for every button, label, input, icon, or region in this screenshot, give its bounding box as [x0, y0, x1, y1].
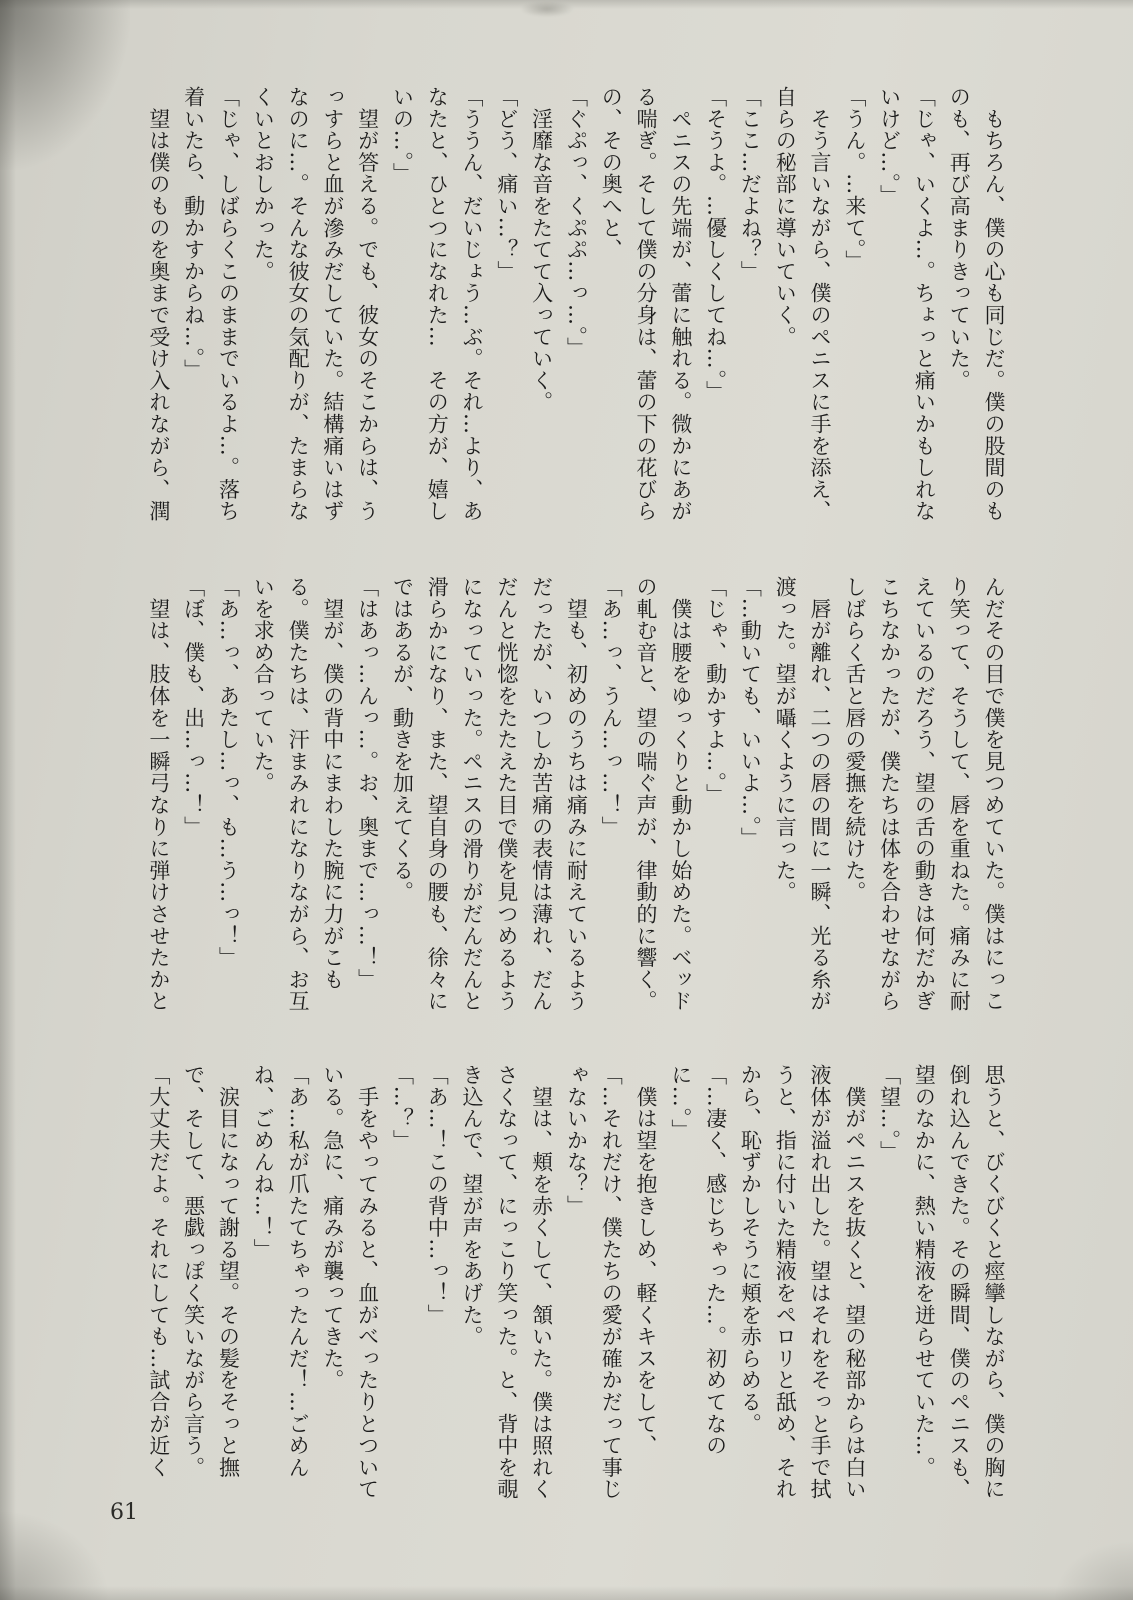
- paragraph: 「…動いても、いいよ…。」: [738, 576, 763, 849]
- paragraph: 僕は望を抱きしめ、軽くキスをして、: [634, 1064, 659, 1457]
- paragraph: 「ぐぷっ、くぷぷ…っ…。」: [564, 86, 589, 359]
- scan-shadow-top-left: [0, 0, 130, 170]
- paragraph: 「…？」: [390, 1064, 415, 1152]
- paragraph: 望も、初めのうちは痛みに耐えているようだったが、いつしか苦痛の表情は薄れ、だんだんと恍惚をたたえた目で僕を見つめるようになっていった。ペニスの滑りがだんだんと滑らかになり、また、望自身の腰も、徐々にではあるが、動きを加えてくる。: [390, 576, 589, 1012]
- paragraph: 「望…。」: [877, 1064, 902, 1163]
- paragraph: 「あ…私が爪たてちゃったんだ！…ごめんね、ごめんね…！」: [251, 1064, 311, 1479]
- paragraph: 淫靡な音をたてて入っていく。: [529, 86, 554, 413]
- paragraph: 「ぼ、僕も、出…っ…！」: [181, 576, 206, 838]
- paragraph: 「ううん、だいじょう…ぶ。それ…より、あなたと、ひとつになれた… その方が、嬉しいの…。」: [390, 86, 485, 522]
- paragraph: 「…凄く、感じちゃった…。初めてなのに…。」: [668, 1064, 728, 1457]
- page-number: 61: [110, 1500, 138, 1525]
- paragraph: 「あ…っ、あたし…っ、も…う…っ！」: [216, 576, 241, 969]
- scan-shadow-bottom-left: [0, 1510, 110, 1600]
- paragraph: 「じゃ、しばらくこのままでいるよ…。落ち着いたら、動かすからね…。」: [181, 86, 241, 522]
- paragraph: 「じゃ、動かすよ…。」: [703, 576, 728, 806]
- paragraph: 望は僕のものを奥まで受け入れながら、潤: [146, 86, 171, 522]
- paragraph: 涙目になって謝る望。その髪をそっと撫で、そして、悪戯っぽく笑いながら言う。: [181, 1064, 241, 1479]
- paragraph: 「あ…っ、うん…っ…！」: [599, 576, 624, 838]
- text-block-middle: [125, 576, 1011, 1014]
- scan-smudge-top-center: [520, 1, 574, 17]
- paragraph: ペニスの先端が、蕾に触れる。微かにあがる喘ぎ。そして僕の分身は、蕾の下の花びらの、その奥へと、: [599, 86, 693, 522]
- paragraph: 「…それだけ、僕たちの愛が確かだって事じゃないかな？」: [564, 1064, 624, 1500]
- paragraph: 望が、僕の背中にまわした腕に力がこもる。僕たちは、汗まみれになりながら、お互いを求め合っていた。: [251, 576, 345, 1012]
- scan-shadow-left-edge: [0, 0, 16, 1600]
- paragraph: 手をやってみると、血がべったりとついている。急に、痛みが襲ってきた。: [320, 1064, 380, 1500]
- paragraph: 「うん。…来て。」: [842, 86, 867, 272]
- paragraph: 望は、肢体を一瞬弓なりに弾けさせたかと: [146, 576, 171, 1012]
- paragraph: 思うと、びくびくと痙攣しながら、僕の胸に倒れ込んできた。その瞬間、僕のペニスも、望のなかに、熱い精液を迸らせていた…。: [912, 1064, 1006, 1500]
- paragraph: 唇が離れ、二つの唇の間に一瞬、光る糸が渡った。望が囁くように言った。: [773, 576, 833, 1012]
- paragraph: んだその目で僕を見つめていた。僕はにっこり笑って、そうして、唇を重ねた。痛みに耐えているのだろう、望の舌の動きは何だかぎこちなかったが、僕たちは体を合わせながらしばらく舌と唇の愛撫を続けた。: [842, 576, 1006, 1012]
- paragraph: もちろん、僕の心も同じだ。僕の股間のものも、再び高まりきっていた。: [947, 86, 1006, 522]
- paragraph: 「大丈夫だよ。それにしても…試合が近く: [146, 1064, 171, 1479]
- paragraph: 僕がペニスを抜くと、望の秘部からは白い液体が溢れ出した。望はそれをそっと手で拭うと、指に付いた精液をペロリと舐め、それから、恥ずかしそうに頬を赤らめる。: [738, 1064, 867, 1500]
- paragraph: そう言いながら、僕のペニスに手を添え、自らの秘部に導いていく。: [773, 86, 833, 522]
- paragraph: 「どう、痛い…？」: [494, 86, 519, 283]
- paragraph: 「はあっ…んっ…。お、奥まで…っ…！」: [355, 576, 380, 991]
- paragraph: 「じゃ、いくよ…。ちょっと痛いかもしれないけど…。」: [877, 86, 937, 522]
- paragraph: 「ここ…だよね？」: [738, 86, 763, 283]
- scan-shadow-bottom-edge: [0, 1586, 1133, 1600]
- paragraph: 僕は腰をゆっくりと動かし始めた。ベッドの軋む音と、望の喘ぐ声が、律動的に響く。: [634, 576, 693, 1012]
- text-block-top: [125, 86, 1011, 524]
- paragraph: 「そうよ。…優しくしてね…。」: [703, 86, 728, 403]
- paragraph: 望は、頬を赤くして、頷いた。僕は照れくさくなって、にっこり笑った。と、背中を覗き込んで、望が声をあげた。: [460, 1064, 554, 1500]
- paragraph: 「あ…！この背中…っ！」: [425, 1064, 450, 1326]
- text-block-bottom: [125, 1064, 1011, 1502]
- paragraph: 望が答える。でも、彼女のそこからは、うっすらと血が滲みだしていた。結構痛いはずなのに…。そんな彼女の気配りが、たまらなくいとおしかった。: [251, 86, 380, 522]
- scan-shadow-bottom-right: [1053, 1540, 1133, 1600]
